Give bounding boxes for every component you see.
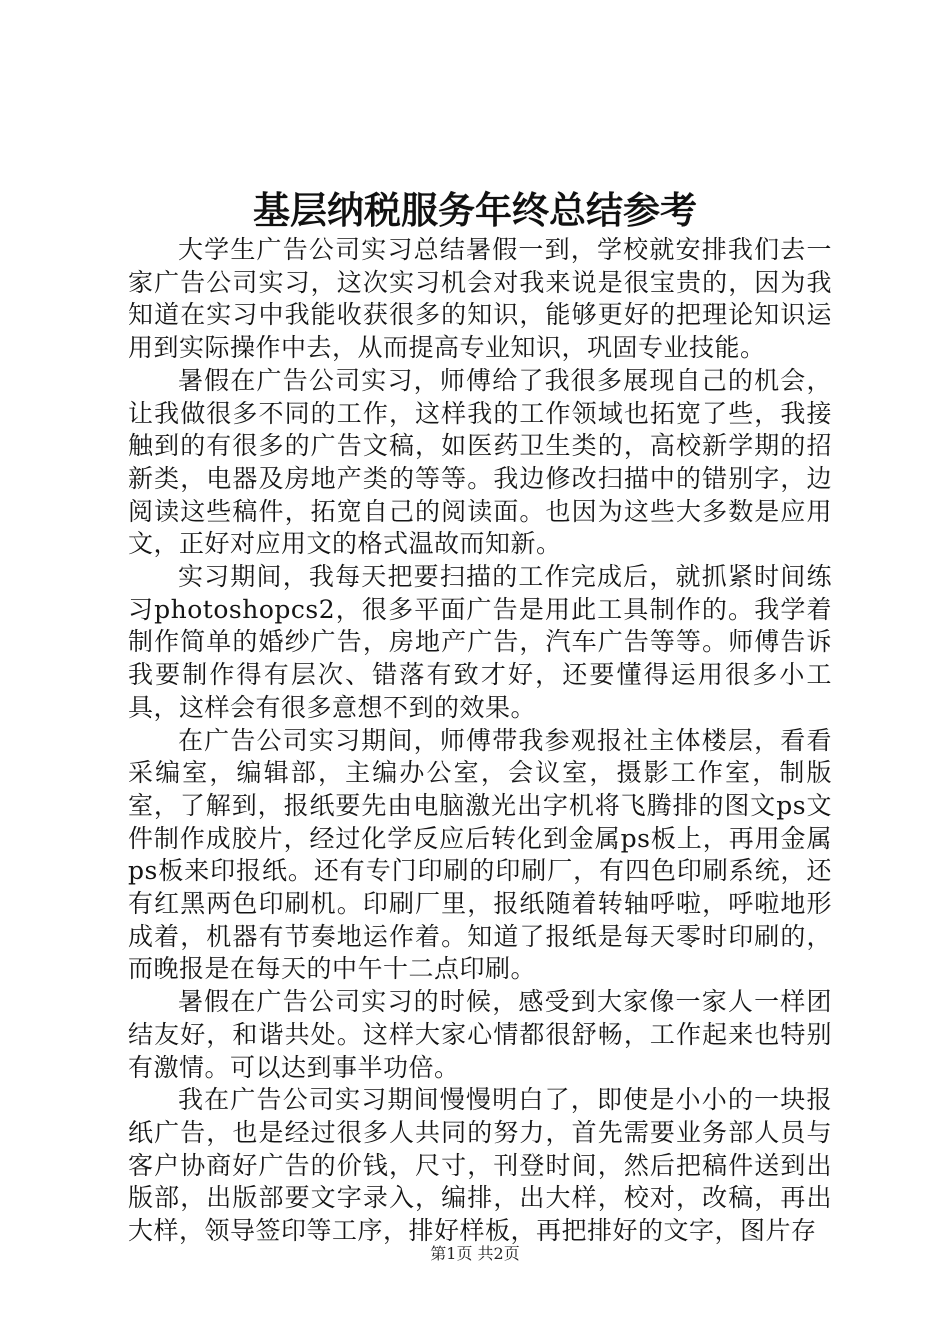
paragraph-1: 大学生广告公司实习总结暑假一到，学校就安排我们去一家广告公司实习，这次实习机会对我来说是很宝贵的，因为我知道在实习中我能收获很多的知识，能够更好的把理论知识运用到实际操作中去，从而提高专业知识，巩固专业技能。 xyxy=(128,235,832,363)
paragraph-6: 我在广告公司实习期间慢慢明白了，即使是小小的一块报纸广告，也是经过很多人共同的努力，首先需要业务部人员与客户协商好广告的价钱，尺寸，刊登时间，然后把稿件送到出版部，出版部要文字录入，编排，出大样，校对，改稿，再出大样，领导签印等工序，排好样板，再把排好的文字，图片存 xyxy=(128,1085,832,1246)
document-title: 基层纳税服务年终总结参考 xyxy=(253,188,697,232)
document-body xyxy=(128,234,832,1248)
paragraph-3: 实习期间，我每天把要扫描的工作完成后，就抓紧时间练习photoshopcs2，很多平面广告是用此工具制作的。我学着制作简单的婚纱广告，房地产广告，汽车广告等等。师傅告诉我要制作得有层次、错落有致才好，还要懂得运用很多小工具，这样会有很多意想不到的效果。 xyxy=(128,562,832,722)
paragraph-4: 在广告公司实习期间，师傅带我参观报社主体楼层，看看采编室，编辑部，主编办公室，会议室，摄影工作室，制版室，了解到，报纸要先由电脑激光出字机将飞腾排的图文ps文件制作成胶片，经过化学反应后转化到金属ps板上，再用金属ps板来印报纸。还有专门印刷的印刷厂，有四色印刷系统，还有红黑两色印刷机。印刷厂里，报纸随着转轴呼啦，呼啦地形成着，机器有节奏地运作着。知道了报纸是每天零时印刷的，而晚报是在每天的中午十二点印刷。 xyxy=(128,725,832,984)
page-number-footer: 第1页 共2页 xyxy=(430,1244,520,1263)
paragraph-2: 暑假在广告公司实习，师傅给了我很多展现自己的机会，让我做很多不同的工作，这样我的工作领域也拓宽了些，我接触到的有很多的广告文稿，如医药卫生类的，高校新学期的招新类，电器及房地产类的等等。我边修改扫描中的错别字，边阅读这些稿件，拓宽自己的阅读面。也因为这些大多数是应用文，正好对应用文的格式温故而知新。 xyxy=(128,365,832,559)
paragraph-5: 暑假在广告公司实习的时候，感受到大家像一家人一样团结友好，和谐共处。这样大家心情都很舒畅，工作起来也特别有激情。可以达到事半功倍。 xyxy=(128,987,832,1082)
